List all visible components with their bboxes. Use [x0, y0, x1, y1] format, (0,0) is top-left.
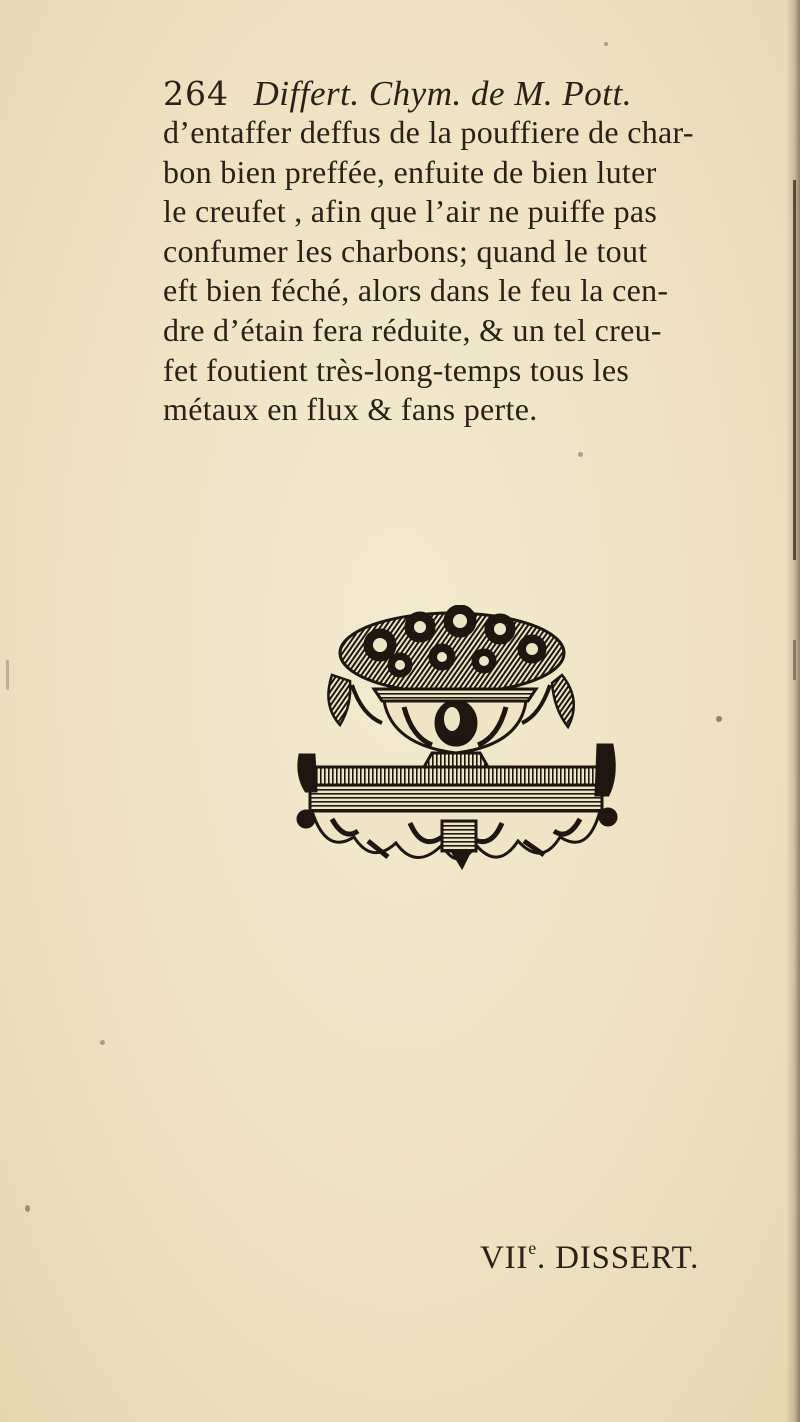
paper-speck: [578, 452, 583, 457]
running-title: Differt. Chym. de M. Pott.: [253, 74, 633, 113]
basket-of-flowers-vignette-icon: [292, 605, 620, 873]
catchword-superscript: e: [528, 1238, 538, 1258]
text-line: d’entaffer deffus de la pouffiere de char-: [163, 114, 694, 150]
page-number: 264: [163, 74, 229, 113]
adjacent-page-edge: [793, 180, 796, 560]
paper-speck: [100, 1040, 105, 1045]
text-line: fet foutient très-long-temps tous les: [163, 351, 630, 388]
text-line: métaux en flux & fans perte.: [163, 391, 538, 428]
paper-speck: [25, 1205, 30, 1212]
catchword-text: . DISSERT.: [537, 1240, 700, 1276]
running-head: [163, 74, 683, 114]
body-paragraph: [163, 113, 743, 430]
paper-speck: [716, 716, 722, 722]
catchword: [480, 1228, 699, 1278]
paper-speck: [604, 42, 608, 46]
text-line: dre d’étain fera réduite, & un tel creu-: [163, 311, 662, 348]
text-line: eft bien féché, alors dans le feu la cen-: [163, 272, 669, 309]
catchword-numeral: VII: [480, 1240, 529, 1276]
paper-speck: [6, 660, 9, 690]
adjacent-page-edge-lower: [793, 640, 796, 680]
text-line: bon bien preffée, enfuite de bien luter: [163, 153, 657, 190]
text-line: le creufet , afin que l’air ne puiffe pas: [163, 193, 658, 230]
text-line: confumer les charbons; quand le tout: [163, 232, 648, 269]
